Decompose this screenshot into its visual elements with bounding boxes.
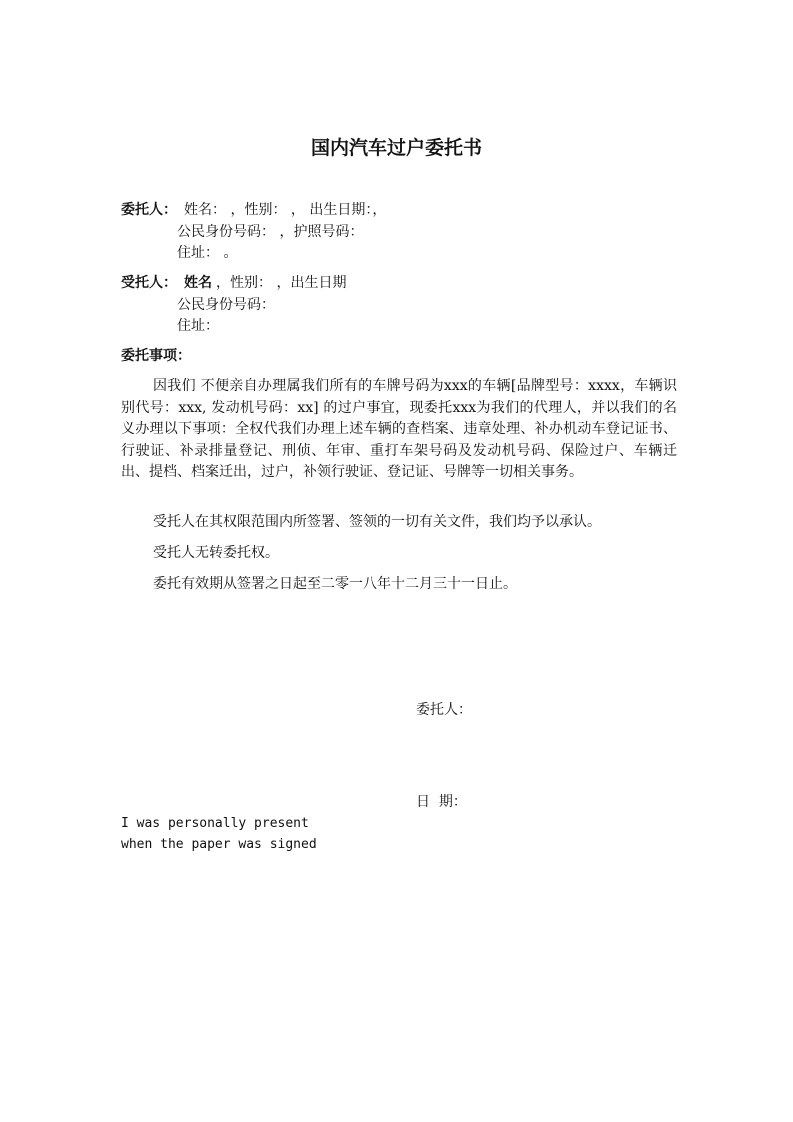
- matters-paragraph-3: 受托人无转委托权。: [153, 545, 279, 561]
- agent-label: 受托人：: [121, 275, 177, 291]
- matters-label: 委托事项：: [121, 348, 191, 364]
- note-line-2: when the paper was signed: [121, 837, 317, 852]
- matters-paragraph-4: 委托有效期从签署之日起至二零一八年十二月三十一日止。: [153, 576, 517, 592]
- principal-label: 委托人：: [121, 202, 177, 218]
- note-line-1: I was personally present: [121, 816, 309, 831]
- agent-line-2: 公民身份号码：: [177, 297, 275, 313]
- agent-line-3: 住址：: [177, 318, 219, 334]
- signature-date-label: 日 期：: [416, 794, 467, 810]
- document-title: 国内汽车过户委托书: [310, 137, 482, 159]
- signature-principal-label: 委托人：: [416, 702, 472, 718]
- principal-line-1: 姓名： ，性别： ， 出生日期：，: [184, 202, 387, 218]
- agent-name-label: 姓名: [184, 275, 212, 291]
- principal-line-2: 公民身份号码： ，护照号码：: [177, 224, 364, 240]
- matters-paragraph-2: 受托人在其权限范围内所签署、签领的一切有关文件，我们均予以承认。: [153, 514, 601, 530]
- agent-line-1: ，性别： ，出生日期: [216, 275, 347, 291]
- principal-line-3: 住址： 。: [177, 245, 238, 261]
- matters-paragraph-1: 因我们 不便亲自办理属我们所有的车牌号码为xxx的车辆[品牌型号：xxxx，车辆识别代号：xxx, 发动机号码：xx] 的过户事宜，现委托xxx为我们的代理人，并以我们的名义办理以下事项：全权代我们办理上述车辆的查档案、违章处理、补办机动车登记证书、行驶证、补录排量登记、刑侦、年审、重打车架号码及发动机号码、保险过户、车辆迁出、提档、档案迁出，过户，补领行驶证、登记证、号牌等一切相关事务。: [121, 378, 677, 480]
